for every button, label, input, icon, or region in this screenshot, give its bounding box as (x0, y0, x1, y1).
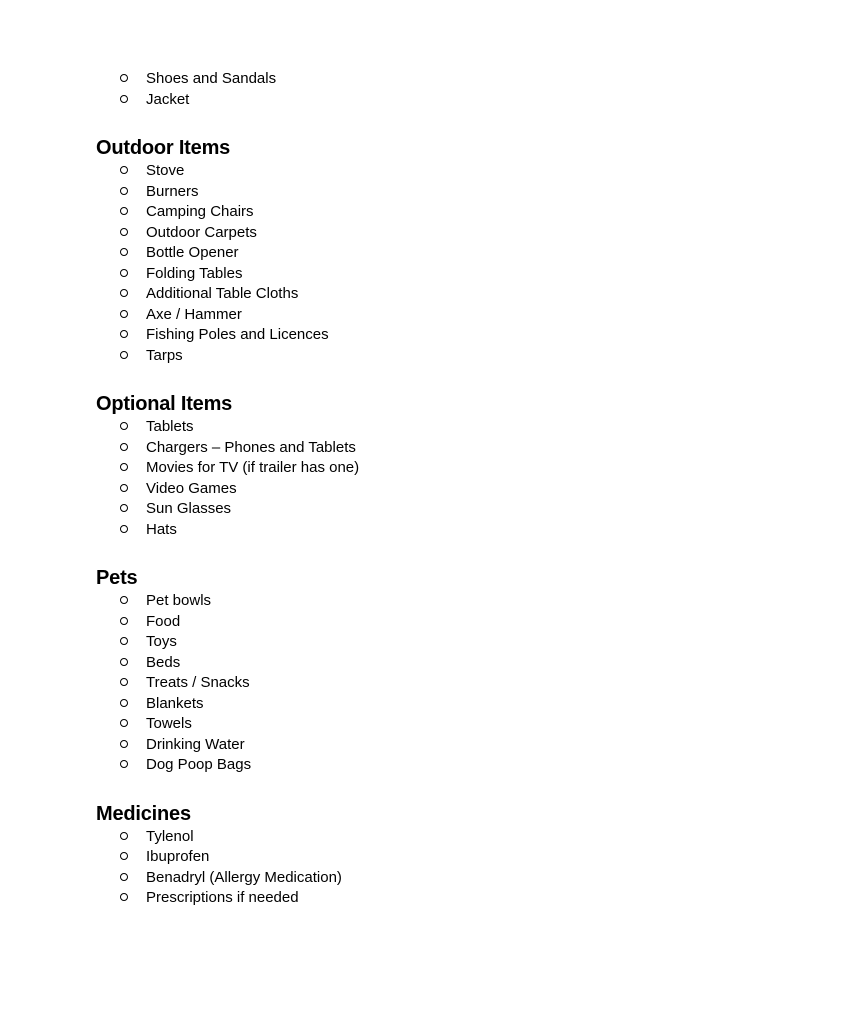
list-item-label: Hats (146, 520, 177, 538)
hollow-circle-bullet-icon (120, 591, 128, 612)
list-item (0, 284, 846, 305)
list-item (0, 305, 846, 326)
list-item (0, 735, 846, 756)
item-list (0, 827, 846, 909)
section-heading: Pets (96, 567, 138, 589)
list-item (0, 90, 846, 111)
list-item (0, 479, 846, 500)
checklist-section (0, 69, 846, 110)
hollow-circle-bullet-icon (120, 305, 128, 326)
hollow-circle-bullet-icon (120, 479, 128, 500)
list-item (0, 243, 846, 264)
list-item (0, 714, 846, 735)
list-item-label: Folding Tables (146, 264, 243, 282)
list-item (0, 612, 846, 633)
list-item (0, 161, 846, 182)
list-item-label: Jacket (146, 90, 190, 108)
item-list (0, 161, 846, 366)
hollow-circle-bullet-icon (120, 612, 128, 633)
list-item-label: Prescriptions if needed (146, 889, 299, 906)
list-item-label: Towels (146, 715, 192, 732)
section-spacer (0, 540, 846, 565)
list-item-label: Beds (146, 653, 181, 671)
list-item-label: Drinking Water (146, 735, 245, 753)
document-page (0, 69, 846, 909)
hollow-circle-bullet-icon (120, 520, 128, 541)
list-item (0, 202, 846, 223)
list-item (0, 69, 846, 90)
list-item-label: Video Games (146, 479, 237, 497)
section-heading: Outdoor Items (96, 137, 231, 159)
hollow-circle-bullet-icon (120, 284, 128, 305)
list-item (0, 458, 846, 479)
list-item-label: Dog Poop Bags (146, 756, 252, 773)
hollow-circle-bullet-icon (120, 673, 128, 694)
section-heading: Optional Items (96, 393, 233, 415)
list-item (0, 417, 846, 438)
list-item (0, 694, 846, 715)
list-item-label: Benadryl (Allergy Medication) (146, 868, 342, 886)
hollow-circle-bullet-icon (120, 653, 128, 674)
list-item-label: Bottle Opener (146, 244, 239, 261)
list-item-label: Burners (146, 182, 199, 200)
list-item (0, 847, 846, 868)
checklist-section (0, 110, 846, 366)
checklist-section (0, 776, 846, 909)
hollow-circle-bullet-icon (120, 888, 128, 909)
list-item (0, 182, 846, 203)
hollow-circle-bullet-icon (120, 499, 128, 520)
list-item (0, 827, 846, 848)
section-spacer (0, 366, 846, 391)
list-item (0, 673, 846, 694)
list-item-label: Camping Chairs (146, 203, 254, 220)
hollow-circle-bullet-icon (120, 847, 128, 868)
hollow-circle-bullet-icon (120, 735, 128, 756)
checklist-section (0, 540, 846, 776)
item-list (0, 591, 846, 776)
hollow-circle-bullet-icon (120, 182, 128, 203)
hollow-circle-bullet-icon (120, 714, 128, 735)
hollow-circle-bullet-icon (120, 90, 128, 111)
list-item-label: Chargers – Phones and Tablets (146, 438, 356, 456)
list-item-label: Sun Glasses (146, 500, 232, 517)
list-item (0, 755, 846, 776)
hollow-circle-bullet-icon (120, 202, 128, 223)
hollow-circle-bullet-icon (120, 243, 128, 264)
hollow-circle-bullet-icon (120, 694, 128, 715)
list-item-label: Tablets (146, 418, 194, 435)
list-item (0, 223, 846, 244)
list-item-label: Tarps (146, 346, 183, 364)
hollow-circle-bullet-icon (120, 346, 128, 367)
list-item-label: Food (146, 612, 181, 630)
list-item (0, 438, 846, 459)
list-item-label: Ibuprofen (146, 848, 210, 865)
section-spacer (0, 776, 846, 801)
hollow-circle-bullet-icon (120, 417, 128, 438)
list-item (0, 264, 846, 285)
checklist-section (0, 366, 846, 540)
list-item (0, 888, 846, 909)
list-item-label: Blankets (146, 694, 204, 712)
list-item-label: Treats / Snacks (146, 674, 250, 691)
item-list (0, 69, 846, 110)
list-item (0, 868, 846, 889)
hollow-circle-bullet-icon (120, 69, 128, 90)
section-spacer (0, 110, 846, 135)
hollow-circle-bullet-icon (120, 325, 128, 346)
item-list (0, 417, 846, 540)
checklist (0, 69, 846, 909)
list-item (0, 520, 846, 541)
list-item-label: Outdoor Carpets (146, 223, 257, 241)
list-item-label: Pet bowls (146, 592, 212, 609)
section-heading: Medicines (96, 802, 191, 825)
list-item-label: Movies for TV (if trailer has one) (146, 459, 360, 476)
hollow-circle-bullet-icon (120, 755, 128, 776)
hollow-circle-bullet-icon (120, 827, 128, 848)
hollow-circle-bullet-icon (120, 161, 128, 182)
list-item-label: Tylenol (146, 827, 194, 845)
list-item-label: Shoes and Sandals (146, 70, 277, 87)
list-item-label: Additional Table Cloths (146, 285, 299, 302)
hollow-circle-bullet-icon (120, 458, 128, 479)
list-item (0, 653, 846, 674)
hollow-circle-bullet-icon (120, 438, 128, 459)
list-item-label: Toys (146, 633, 177, 650)
list-item-label: Stove (146, 162, 185, 179)
hollow-circle-bullet-icon (120, 632, 128, 653)
hollow-circle-bullet-icon (120, 223, 128, 244)
list-item (0, 499, 846, 520)
list-item (0, 632, 846, 653)
list-item-label: Axe / Hammer (146, 305, 242, 323)
list-item (0, 325, 846, 346)
hollow-circle-bullet-icon (120, 264, 128, 285)
list-item (0, 346, 846, 367)
list-item (0, 591, 846, 612)
hollow-circle-bullet-icon (120, 868, 128, 889)
list-item-label: Fishing Poles and Licences (146, 326, 329, 343)
